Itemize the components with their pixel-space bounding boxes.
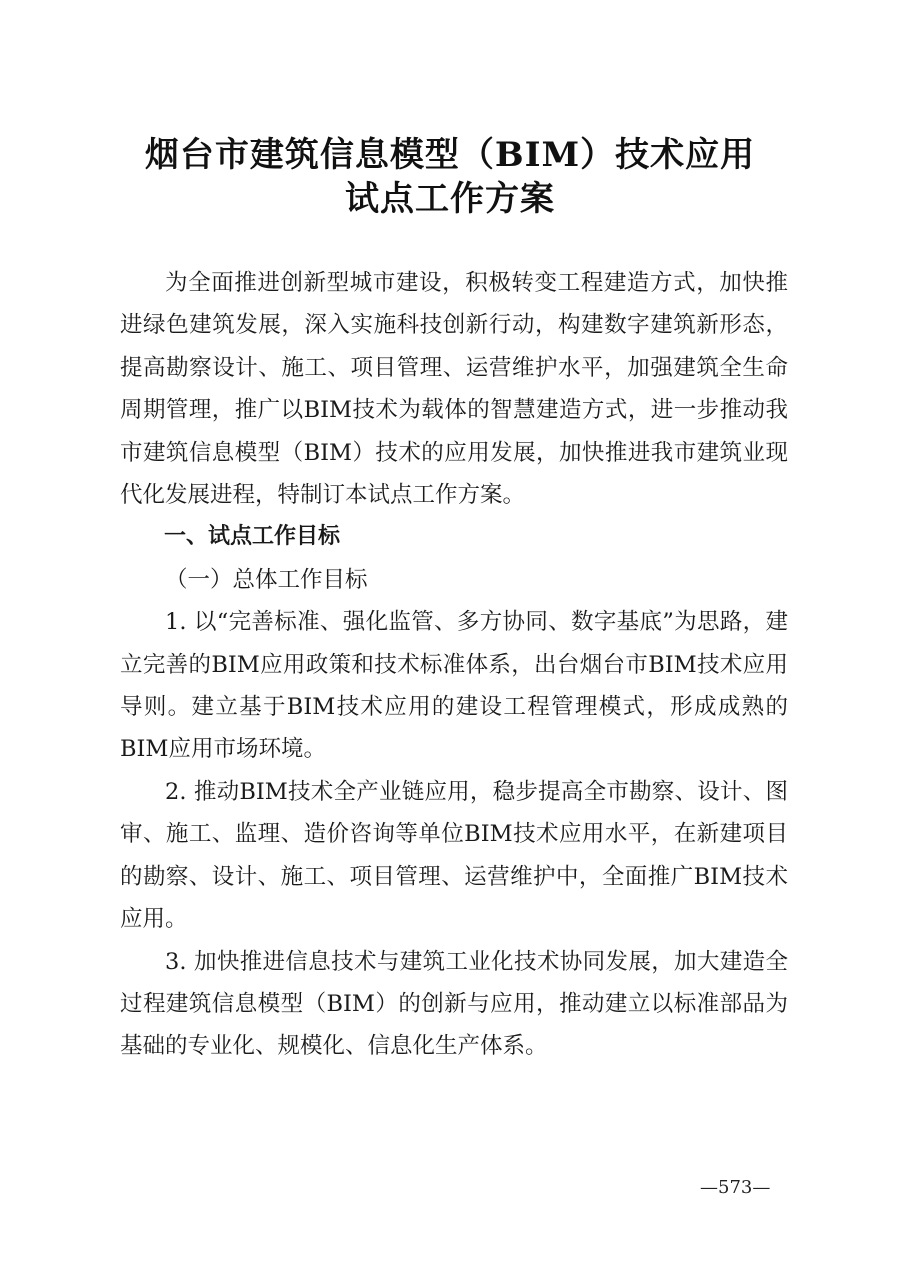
section-heading: 一、试点工作目标	[164, 524, 341, 550]
subsection-heading: （一）总体工作目标	[165, 566, 368, 593]
document-body	[120, 262, 788, 1068]
goal-item-1: 1. 以“完善标准、强化监管、多方协同、数字基底”为思路，建立完善的BIM应用政策和技术标准体系，出台烟台市BIM技术应用导则。建立基于BIM技术应用的建设工程管理模式，形成成熟的BIM应用市场环境。	[120, 609, 788, 763]
intro-paragraph: 为全面推进创新型城市建设，积极转变工程建造方式，加快推进绿色建筑发展，深入实施科技创新行动，构建数字建筑新形态，提高勘察设计、施工、项目管理、运营维护水平，加强建筑全生命周期管理，推广以BIM技术为载体的智慧建造方式，进一步推动我市建筑信息模型（BIM）技术的应用发展，加快推进我市建筑业现代化发展进程，特制订本试点工作方案。	[120, 270, 788, 509]
goal-item-2: 2. 推动BIM技术全产业链应用，稳步提高全市勘察、设计、图审、施工、监理、造价咨询等单位BIM技术应用水平，在新建项目的勘察、设计、施工、项目管理、运营维护中，全面推广BIM技术应用。	[120, 778, 788, 933]
document-title-line2: 试点工作方案	[345, 179, 555, 219]
page-number: —573—	[700, 1177, 771, 1198]
document-title-line1: 烟台市建筑信息模型（BIM）技术应用	[144, 135, 756, 175]
goal-item-3: 3. 加快推进信息技术与建筑工业化技术协同发展，加大建造全过程建筑信息模型（BIM）的创新与应用，推动建立以标准部品为基础的专业化、规模化、信息化生产体系。	[120, 948, 788, 1060]
